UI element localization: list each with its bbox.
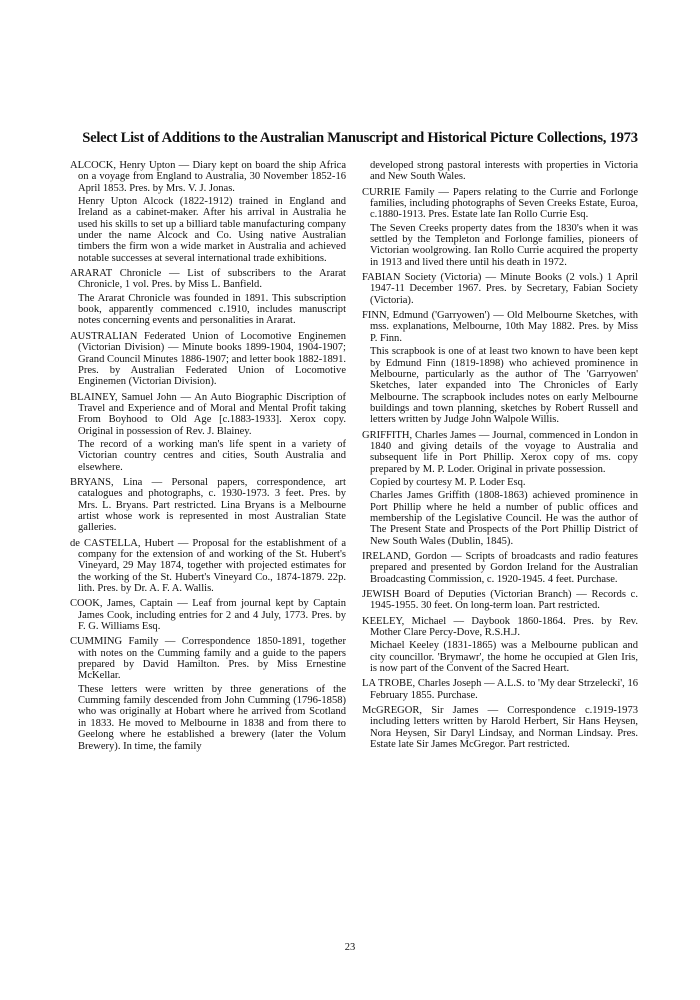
entry-note: Copied by courtesy M. P. Loder Esq.: [370, 476, 526, 488]
entry-mcgregor: [362, 705, 638, 750]
entry-currie: [362, 187, 638, 268]
entry-blainey: [70, 392, 346, 473]
page-title: Select List of Additions to the Australian Manuscript and Historical Picture Collections, 1973: [82, 130, 638, 146]
page-number: 23: [344, 942, 356, 953]
entry-latrobe: [362, 678, 638, 701]
entry-lead: AUSTRALIAN Federated Union of Locomotive Enginemen (Victorian Division) — Minute books 1899-1904, 1904-1907; Grand Council Minutes 1886-1907; and letter book 1882-1891. Pres. by Australian Federated Union of Locomotive Enginemen (Victorian Division).: [70, 330, 346, 388]
entry-keeley: [362, 616, 638, 675]
entry-decastella: [70, 538, 346, 595]
entry-lead: IRELAND, Gordon — Scripts of broadcasts and radio features prepared and presented by Gordon Ireland for the Australian Broadcasting Commission, c. 1920-1945. 4 feet. Purchase.: [362, 551, 638, 585]
entry-lead: BRYANS, Lina — Personal papers, correspondence, art catalogues and photographs, c. 1930-1973. 3 feet. Pres. by Mrs. L. Bryans. Part restricted. Lina Bryans is a Melbourne artist whose work is represented in most Australian State galleries.: [70, 476, 346, 534]
entry-lead: JEWISH Board of Deputies (Victorian Branch) — Records c. 1945-1955. 30 feet. On long-term loan. Part restricted.: [362, 589, 638, 612]
entry-note: The Seven Creeks property dates from the 1830's when it was settled by the Templeton and Forlonge families, pioneers of Victorian woolgrowing. Ian Rollo Currie acquired the property in 1913 and lived there until his death in 1972.: [370, 222, 638, 268]
entry-note: The record of a working man's life spent in a variety of Victorian country centres and cities, South Australia and elsewhere.: [78, 438, 346, 473]
entry-lead: ALCOCK, Henry Upton — Diary kept on board the ship Africa on a voyage from England to Australia, 30 November 1852-16 April 1853. Pres. by Mrs. V. J. Jonas.: [70, 160, 346, 194]
entry-australian: [70, 331, 346, 388]
entry-note: Charles James Griffith (1808-1863) achieved prominence in Port Phillip where he held a number of public offices and membership of the Legislative Council. He was the author of The Present State and Prospects of the Port Phillip District of New South Wales (Dublin, 1845).: [370, 490, 638, 547]
entry-lead: FINN, Edmund ('Garryowen') — Old Melbourne Sketches, with mss. explanations, Melbourne, 10th May 1882. Pres. by Miss P. Finn.: [362, 310, 638, 344]
entry-lead: BLAINEY, Samuel John — An Auto Biographic Discription of Travel and Experience and of Moral and Mental Profit taking From Boyhood to Old Age [c.1883-1933]. Xerox copy. Original in possession of Rev. J. Blainey.: [70, 391, 346, 437]
entry-note: The Ararat Chronicle was founded in 1891. This subscription book, apparently commenced c.1910, includes manuscript notes concerning events and personalities in Ararat.: [78, 292, 346, 327]
entry-jewish: [362, 589, 638, 612]
entry-ararat: [70, 268, 346, 327]
entry-lead: GRIFFITH, Charles James — Journal, commenced in London in 1840 and giving details of the voyage to Australia and subsequent life in Port Phillip. Xerox copy of ms. copy prepared by M. P. Loder. Original in private possession.: [362, 429, 638, 475]
entry-note: Henry Upton Alcock (1822-1912) trained in England and Ireland as a cabinet-maker. After his arrival in Australia he used his skills to set up a billiard table manufacturing company under the name Alcock and Co. Using native Australian timbers the firm won a wide market in Australia and achieved notable successes at several international trade exhibitions.: [78, 196, 346, 264]
entry-lead: ARARAT Chronicle — List of subscribers to the Ararat Chronicle, 1 vol. Pres. by Miss L. Banfield.: [70, 268, 346, 291]
entry-lead: LA TROBE, Charles Joseph — A.L.S. to 'My dear Strzelecki', 16 February 1855. Purchase.: [362, 678, 638, 701]
entry-finn: [362, 310, 638, 425]
right-column: [362, 160, 638, 755]
entry-lead: de CASTELLA, Hubert — Proposal for the establishment of a company for the extension of and working of the St. Hubert's Vineyard, 29 May 1874, together with projected estimates for the working of the St. Hubert's Vineyard Co., 1874-1879. 22p. lith. Pres. by Dr. A. F. A. Wallis.: [70, 537, 346, 595]
entry-griffith: [362, 430, 638, 547]
entry-lead: KEELEY, Michael — Daybook 1860-1864. Pres. by Rev. Mother Clare Percy-Dove, R.S.H.J.: [362, 615, 638, 639]
entry-lead: McGREGOR, Sir James — Correspondence c.1919-1973 including letters written by Harold Herbert, Sir Hans Heysen, Nora Heysen, Sir Daryl Lindsay, and Norman Lindsay. Pres. Estate late Sir James McGregor. Part restricted.: [362, 705, 638, 751]
entry-ireland: [362, 551, 638, 585]
entry-lead: FABIAN Society (Victoria) — Minute Books (2 vols.) 1 April 1947-11 December 1967. Pres. by Secretary, Fabian Society (Victoria).: [362, 272, 638, 306]
entry-lead: CURRIE Family — Papers relating to the Currie and Forlonge families, including photographs of Seven Creeks Estate, Euroa, c.1880-1913. Pres. Estate late Ian Rollo Currie Esq.: [362, 186, 638, 221]
entry-note: This scrapbook is one of at least two known to have been kept by Edmund Finn (1819-1898) who achieved prominence in Melbourne, particularly as the author of The 'Garryowen' Sketches, later expanded into The Chronicles of Early Melbourne. The scrapbook includes notes on early Melbourne buildings and town planning, sketches by Robert Russell and letters written by Judge John Walpole Willis.: [370, 346, 638, 426]
entry-bryans: [70, 477, 346, 534]
entry-alcock: [70, 160, 346, 264]
entry-note: These letters were written by three generations of the Cumming family descended from John Cumming (1796-1858) who was originally at Hobart where he arrived from Scotland in 1833. He moved to Melbourne in 1838 and from there to Geelong where he established a brewery (later the Volum Brewery). In time, the family: [78, 683, 346, 752]
entry-fabian: [362, 272, 638, 306]
entry-note: Michael Keeley (1831-1865) was a Melbourne publican and city councillor. 'Brymawr', the home he occupied at Glen Iris, is now part of the Convent of the Sacred Heart.: [370, 640, 638, 675]
left-column: [70, 160, 346, 756]
entry-cook: [70, 598, 346, 632]
entry-lead: CUMMING Family — Correspondence 1850-1891, together with notes on the Cumming family and a guide to the papers prepared by David Hamilton. Pres. by Miss Ernestine McKellar.: [70, 636, 346, 682]
entry-lead: COOK, James, Captain — Leaf from journal kept by Captain James Cook, including entries for 2 and 4 July, 1773. Pres. by F. G. Williams Esq.: [70, 598, 346, 633]
entry-cumming: [70, 636, 346, 751]
continued-text: developed strong pastoral interests with properties in Victoria and New South Wales.: [370, 160, 638, 183]
